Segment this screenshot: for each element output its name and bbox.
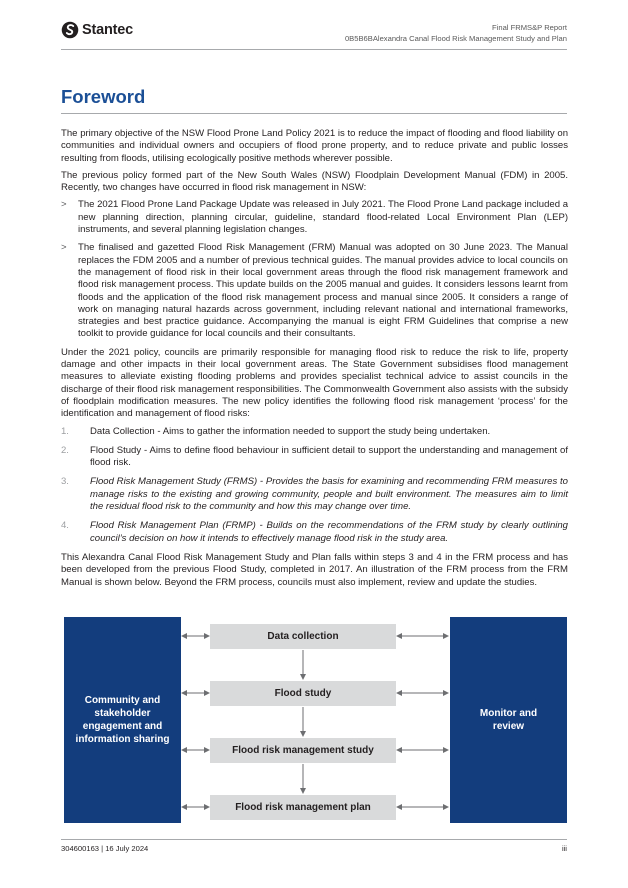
page-number: iii bbox=[561, 844, 567, 853]
stantec-logo-icon bbox=[61, 21, 79, 39]
community-engagement-box bbox=[64, 617, 181, 823]
paragraph-study-context: This Alexandra Canal Flood Risk Management Study and Plan falls within steps 3 and 4 in the FRM process and has been developed from the previous Flood Study, completed in 2017. An illustration of the FRM process from the FRM Manual is shown below. Beyond the FRM process, councils must also implement, review and update the studies. bbox=[61, 551, 568, 588]
step-text: Flood Risk Management Plan (FRMP) - Builds on the recommendations of the FRM study by clearly outlining council’s decision on how it intends to effectively manage flood risk in the study area. bbox=[90, 520, 568, 544]
bullet-text: The 2021 Flood Prone Land Package Update was released in July 2021. The Flood Prone Land package included a new planning direction, planning circular, guideline, standard flood-related Local Environment Plan (LEP) instruments, and several planning legislation changes. bbox=[78, 199, 568, 236]
page-title: Foreword bbox=[61, 86, 146, 107]
paragraph-policy-objective: The primary objective of the NSW Flood Prone Land Policy 2021 is to reduce the impact of flooding and flood liability on communities and individual owners and occupiers of flood prone property, and to reduce private and public losses resulting from floods, utilising ecologically positive methods wherever possible. bbox=[61, 128, 568, 164]
list-item bbox=[61, 242, 568, 340]
frm-process-diagram bbox=[61, 617, 567, 823]
bullet-chevron-icon: > bbox=[61, 199, 67, 211]
list-item bbox=[61, 520, 568, 545]
step-number: 2. bbox=[61, 444, 69, 456]
step-text: Flood Study - Aims to define flood behaviour in sufficient detail to support the understanding and management of flood risk. bbox=[90, 444, 568, 469]
step-flood-risk-management-study: Flood risk management study bbox=[210, 738, 396, 763]
step-flood-risk-management-plan: Flood risk management plan bbox=[210, 795, 396, 820]
community-engagement-label: Community and stakeholder engagement and information sharing bbox=[75, 695, 170, 745]
monitor-review-box bbox=[450, 617, 567, 823]
list-item bbox=[61, 199, 568, 236]
list-item bbox=[61, 476, 568, 513]
report-meta bbox=[345, 22, 567, 44]
monitor-review-label: Monitor and review bbox=[479, 708, 538, 732]
step-data-collection: Data collection bbox=[210, 624, 396, 649]
step-text: Data Collection - Aims to gather the information needed to support the study being undertaken. bbox=[90, 425, 491, 437]
changes-list bbox=[61, 199, 568, 340]
step-flood-study: Flood study bbox=[210, 681, 396, 706]
list-item bbox=[61, 426, 568, 438]
step-number: 1. bbox=[61, 425, 69, 437]
foreword-body bbox=[61, 128, 568, 594]
report-type: Final FRMS&P Report bbox=[492, 23, 567, 32]
header-divider bbox=[61, 49, 567, 50]
title-divider bbox=[61, 113, 567, 114]
paragraph-council-responsibility: Under the 2021 policy, councils are primarily responsible for managing flood risk to reduce the risk to life, property damage and other impacts in their local government areas. The State Government subsidises flood management measures to alleviate existing flooding problems and provides specialist technical advice to assist councils in the discharge of their flood risk management responsibilities. The Commonwealth Government also assists with the subsidy of floodplain modification measures. The new policy identifies the following flood risk management ‘process’ for the identification and management of flood risks: bbox=[61, 346, 568, 420]
paragraph-previous-policy: The previous policy formed part of the New South Wales (NSW) Floodplain Development Manual (FDM) in 2005. Recently, two changes have occurred in flood risk management in NSW: bbox=[61, 169, 568, 194]
report-name: 0B5B6BAlexandra Canal Flood Risk Management Study and Plan bbox=[344, 34, 567, 43]
stantec-logo bbox=[61, 21, 133, 39]
footer-divider bbox=[61, 839, 567, 840]
list-item bbox=[61, 445, 568, 470]
step-number: 4. bbox=[61, 520, 69, 532]
step-number: 3. bbox=[61, 476, 69, 488]
document-reference: 304600163 | 16 July 2024 bbox=[61, 844, 149, 853]
brand-name: Stantec bbox=[82, 22, 133, 38]
frm-process-steps bbox=[61, 426, 568, 545]
bullet-text: The finalised and gazetted Flood Risk Management (FRM) Manual was adopted on 30 June 2023. The Manual replaces the FDM 2005 and a number of previous technical guides. The manual provides advice to local councils on the management of flood risk in their local government areas through the flood risk management framework and flood risk management process. This update builds on the 2005 manual and guides. It considers lessons learnt from floods and the application of the flood risk management process and manual since 2005. It considers a range of work on managing natural hazards across government, including relevant national and international frameworks, strategies and best practice guidance. Accompanying the manual is eight FRM Guidelines that comprise a new toolkit to provide guidance for local councils and their consultants. bbox=[78, 242, 568, 340]
step-text: Flood Risk Management Study (FRMS) - Provides the basis for examining and recommending FRM measures to manage risks to the existing and growing community, people and built environment. The measures aim to limit the residual flood risk to the community and how this may change over time. bbox=[90, 476, 568, 513]
bullet-chevron-icon: > bbox=[61, 242, 67, 254]
